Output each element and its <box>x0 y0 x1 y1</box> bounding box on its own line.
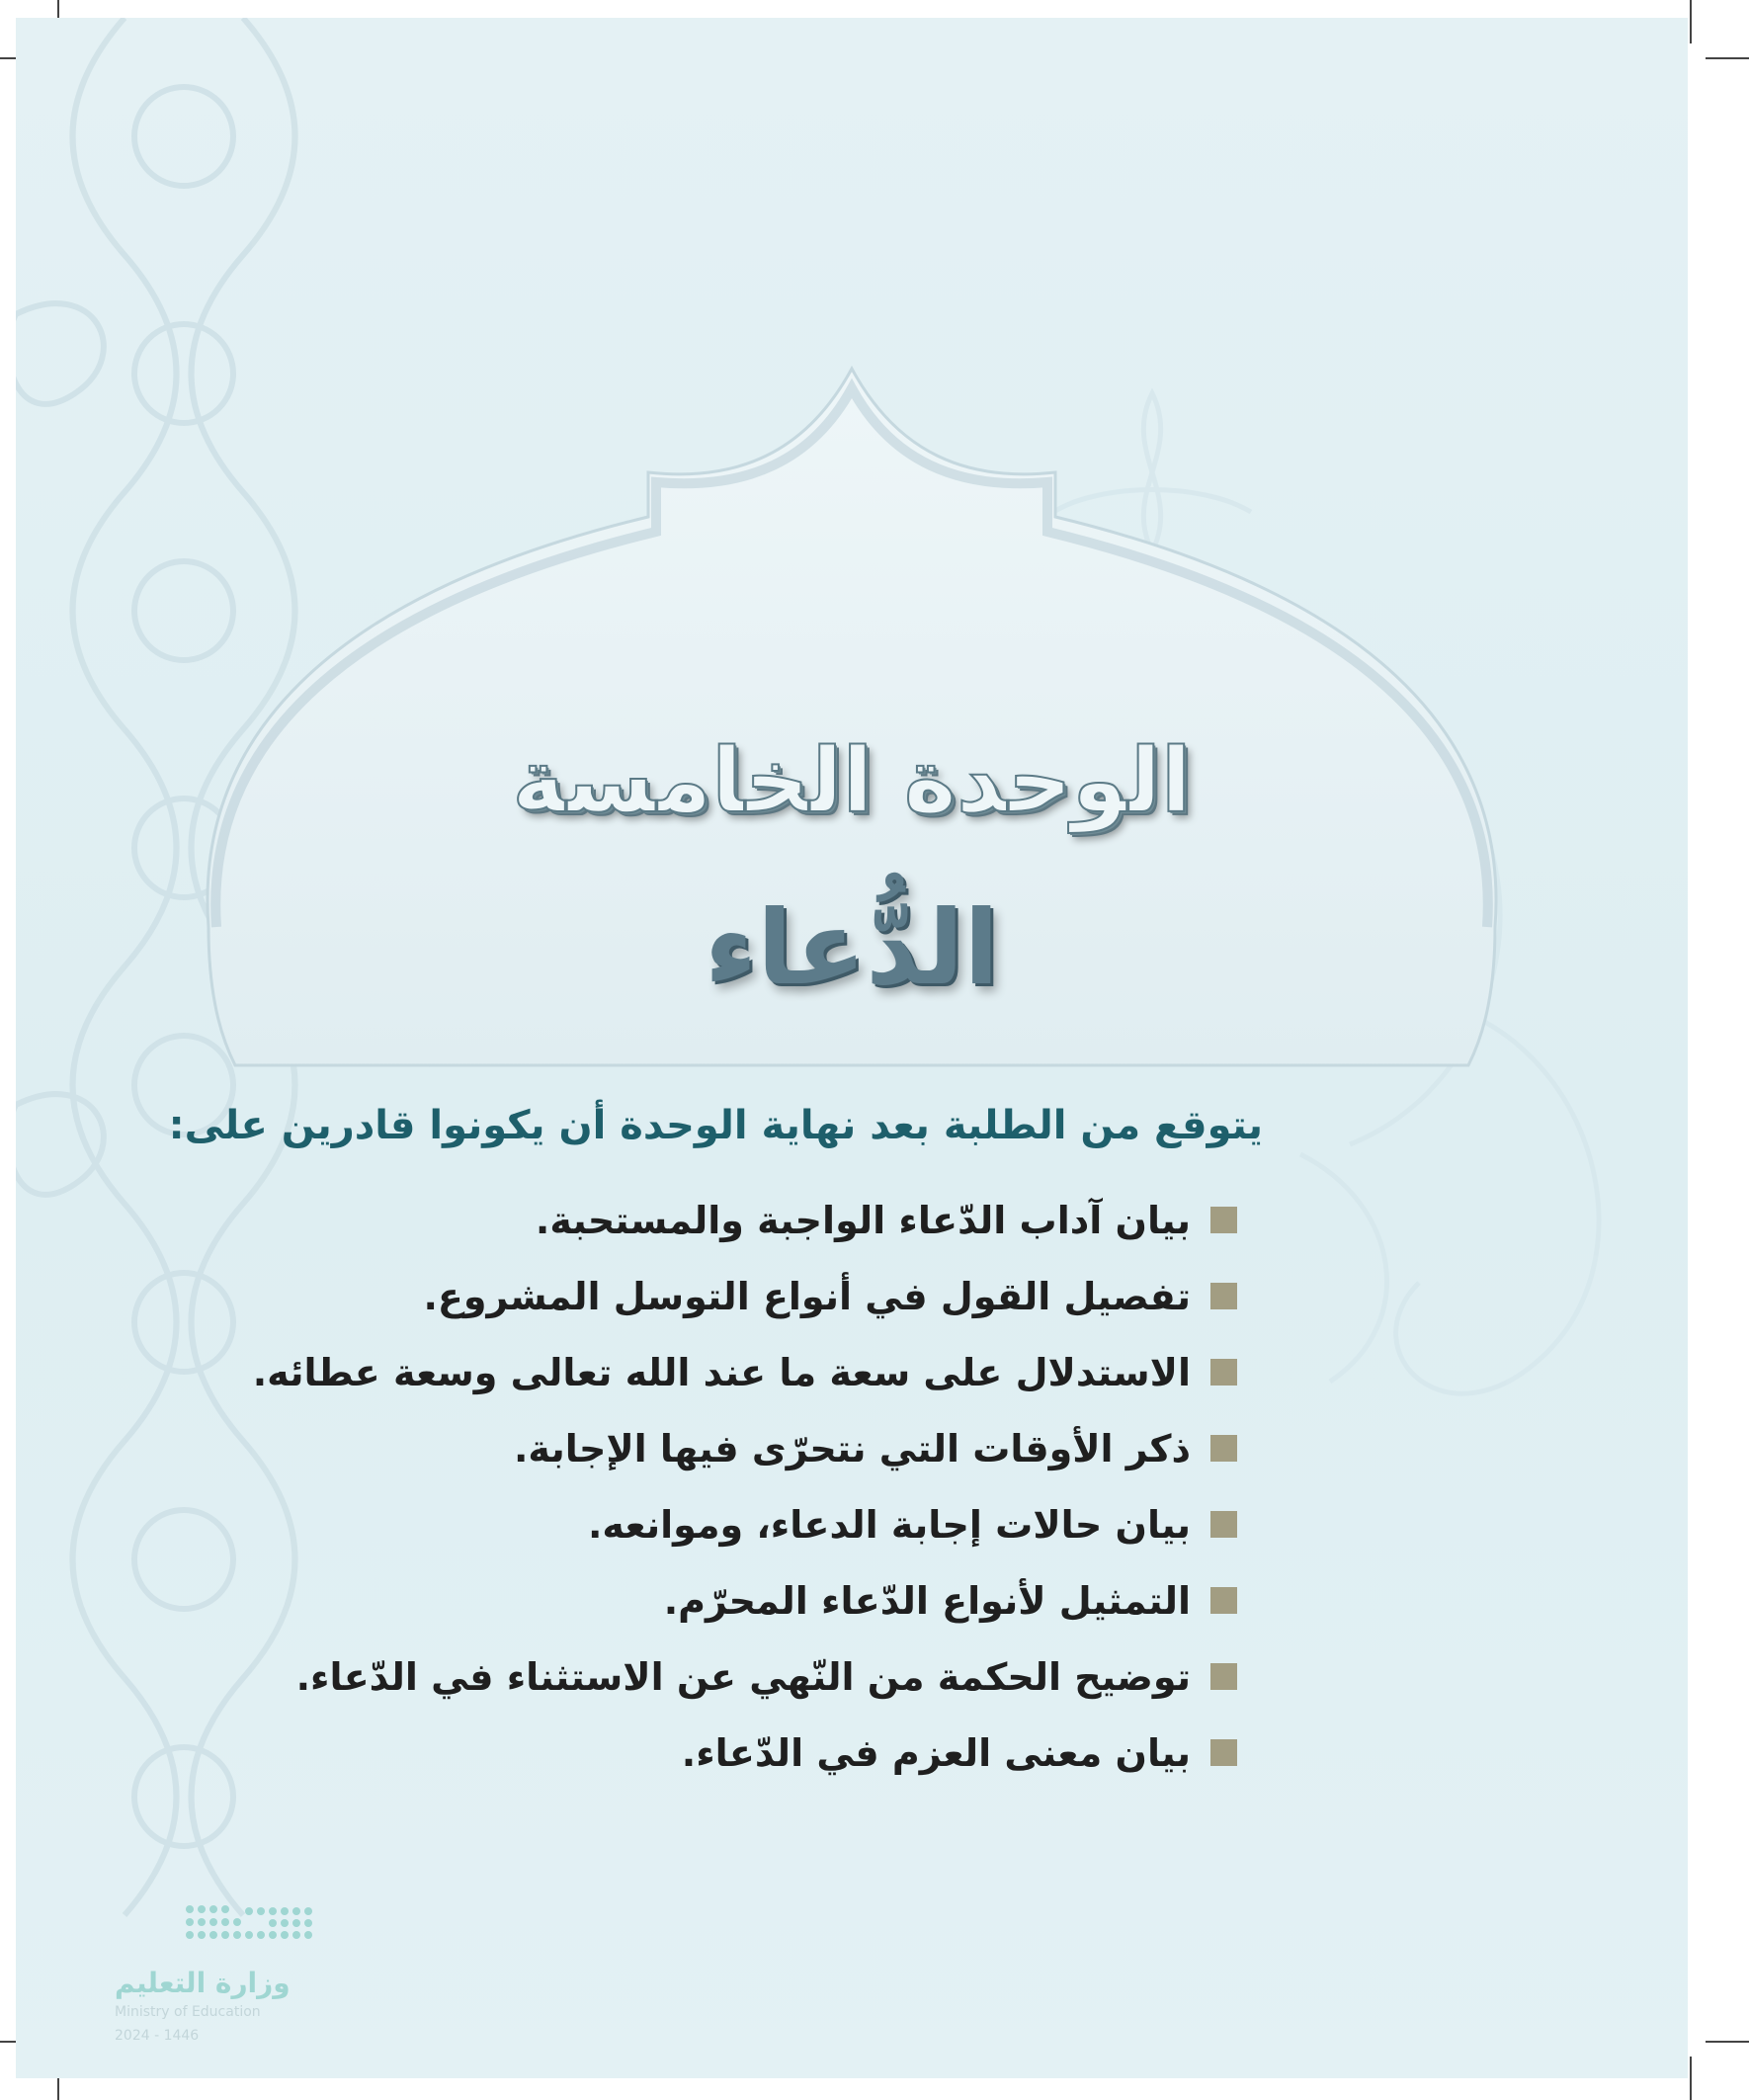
square-bullet-icon <box>1210 1435 1237 1462</box>
learning-objectives-list <box>253 1182 1237 1791</box>
square-bullet-icon <box>1210 1587 1237 1614</box>
objective-item <box>253 1334 1237 1410</box>
objective-item <box>253 1562 1237 1638</box>
ministry-name-en: Ministry of Education <box>115 2004 261 2020</box>
learning-objectives-intro: يتوقع من الطلبة بعد نهاية الوحدة أن يكونوا قادرين على: <box>168 1103 1263 1148</box>
square-bullet-icon <box>1210 1663 1237 1690</box>
unit-title: الوحدة الخامسة <box>512 729 1192 833</box>
square-bullet-icon <box>1210 1359 1237 1386</box>
crop-mark <box>1690 2057 1692 2100</box>
crop-mark <box>1706 57 1749 59</box>
crop-mark <box>1706 2041 1749 2043</box>
objective-item <box>253 1182 1237 1258</box>
square-bullet-icon <box>1210 1283 1237 1309</box>
objective-text: بيان آداب الدّعاء الواجبة والمستحبة. <box>535 1198 1191 1242</box>
objective-text: توضيح الحكمة من النّهي عن الاستثناء في الدّعاء. <box>295 1654 1191 1699</box>
objective-text: بيان معنى العزم في الدّعاء. <box>681 1730 1191 1775</box>
objective-item <box>253 1410 1237 1486</box>
objective-item <box>253 1486 1237 1562</box>
unit-cover-page <box>16 18 1688 2078</box>
objective-text: الاستدلال على سعة ما عند الله تعالى وسعة عطائه. <box>252 1350 1191 1394</box>
objective-text: بيان حالات إجابة الدعاء، وموانعه. <box>587 1502 1191 1547</box>
square-bullet-icon <box>1210 1739 1237 1766</box>
square-bullet-icon <box>1210 1207 1237 1233</box>
square-bullet-icon <box>1210 1511 1237 1538</box>
edition-year: 2024 - 1446 <box>115 2028 200 2044</box>
crop-mark <box>1690 0 1692 43</box>
objective-text: التمثيل لأنواع الدّعاء المحرّم. <box>663 1578 1191 1623</box>
unit-subject-title: الدُّعاء <box>704 887 1000 1008</box>
objective-text: تفصيل القول في أنواع التوسل المشروع. <box>423 1274 1191 1318</box>
objective-item <box>253 1715 1237 1791</box>
objective-item <box>253 1258 1237 1334</box>
objective-item <box>253 1638 1237 1715</box>
objective-text: ذكر الأوقات التي نتحرّى فيها الإجابة. <box>513 1426 1191 1470</box>
ministry-name-ar: وزارة التعليم <box>115 1967 291 1999</box>
